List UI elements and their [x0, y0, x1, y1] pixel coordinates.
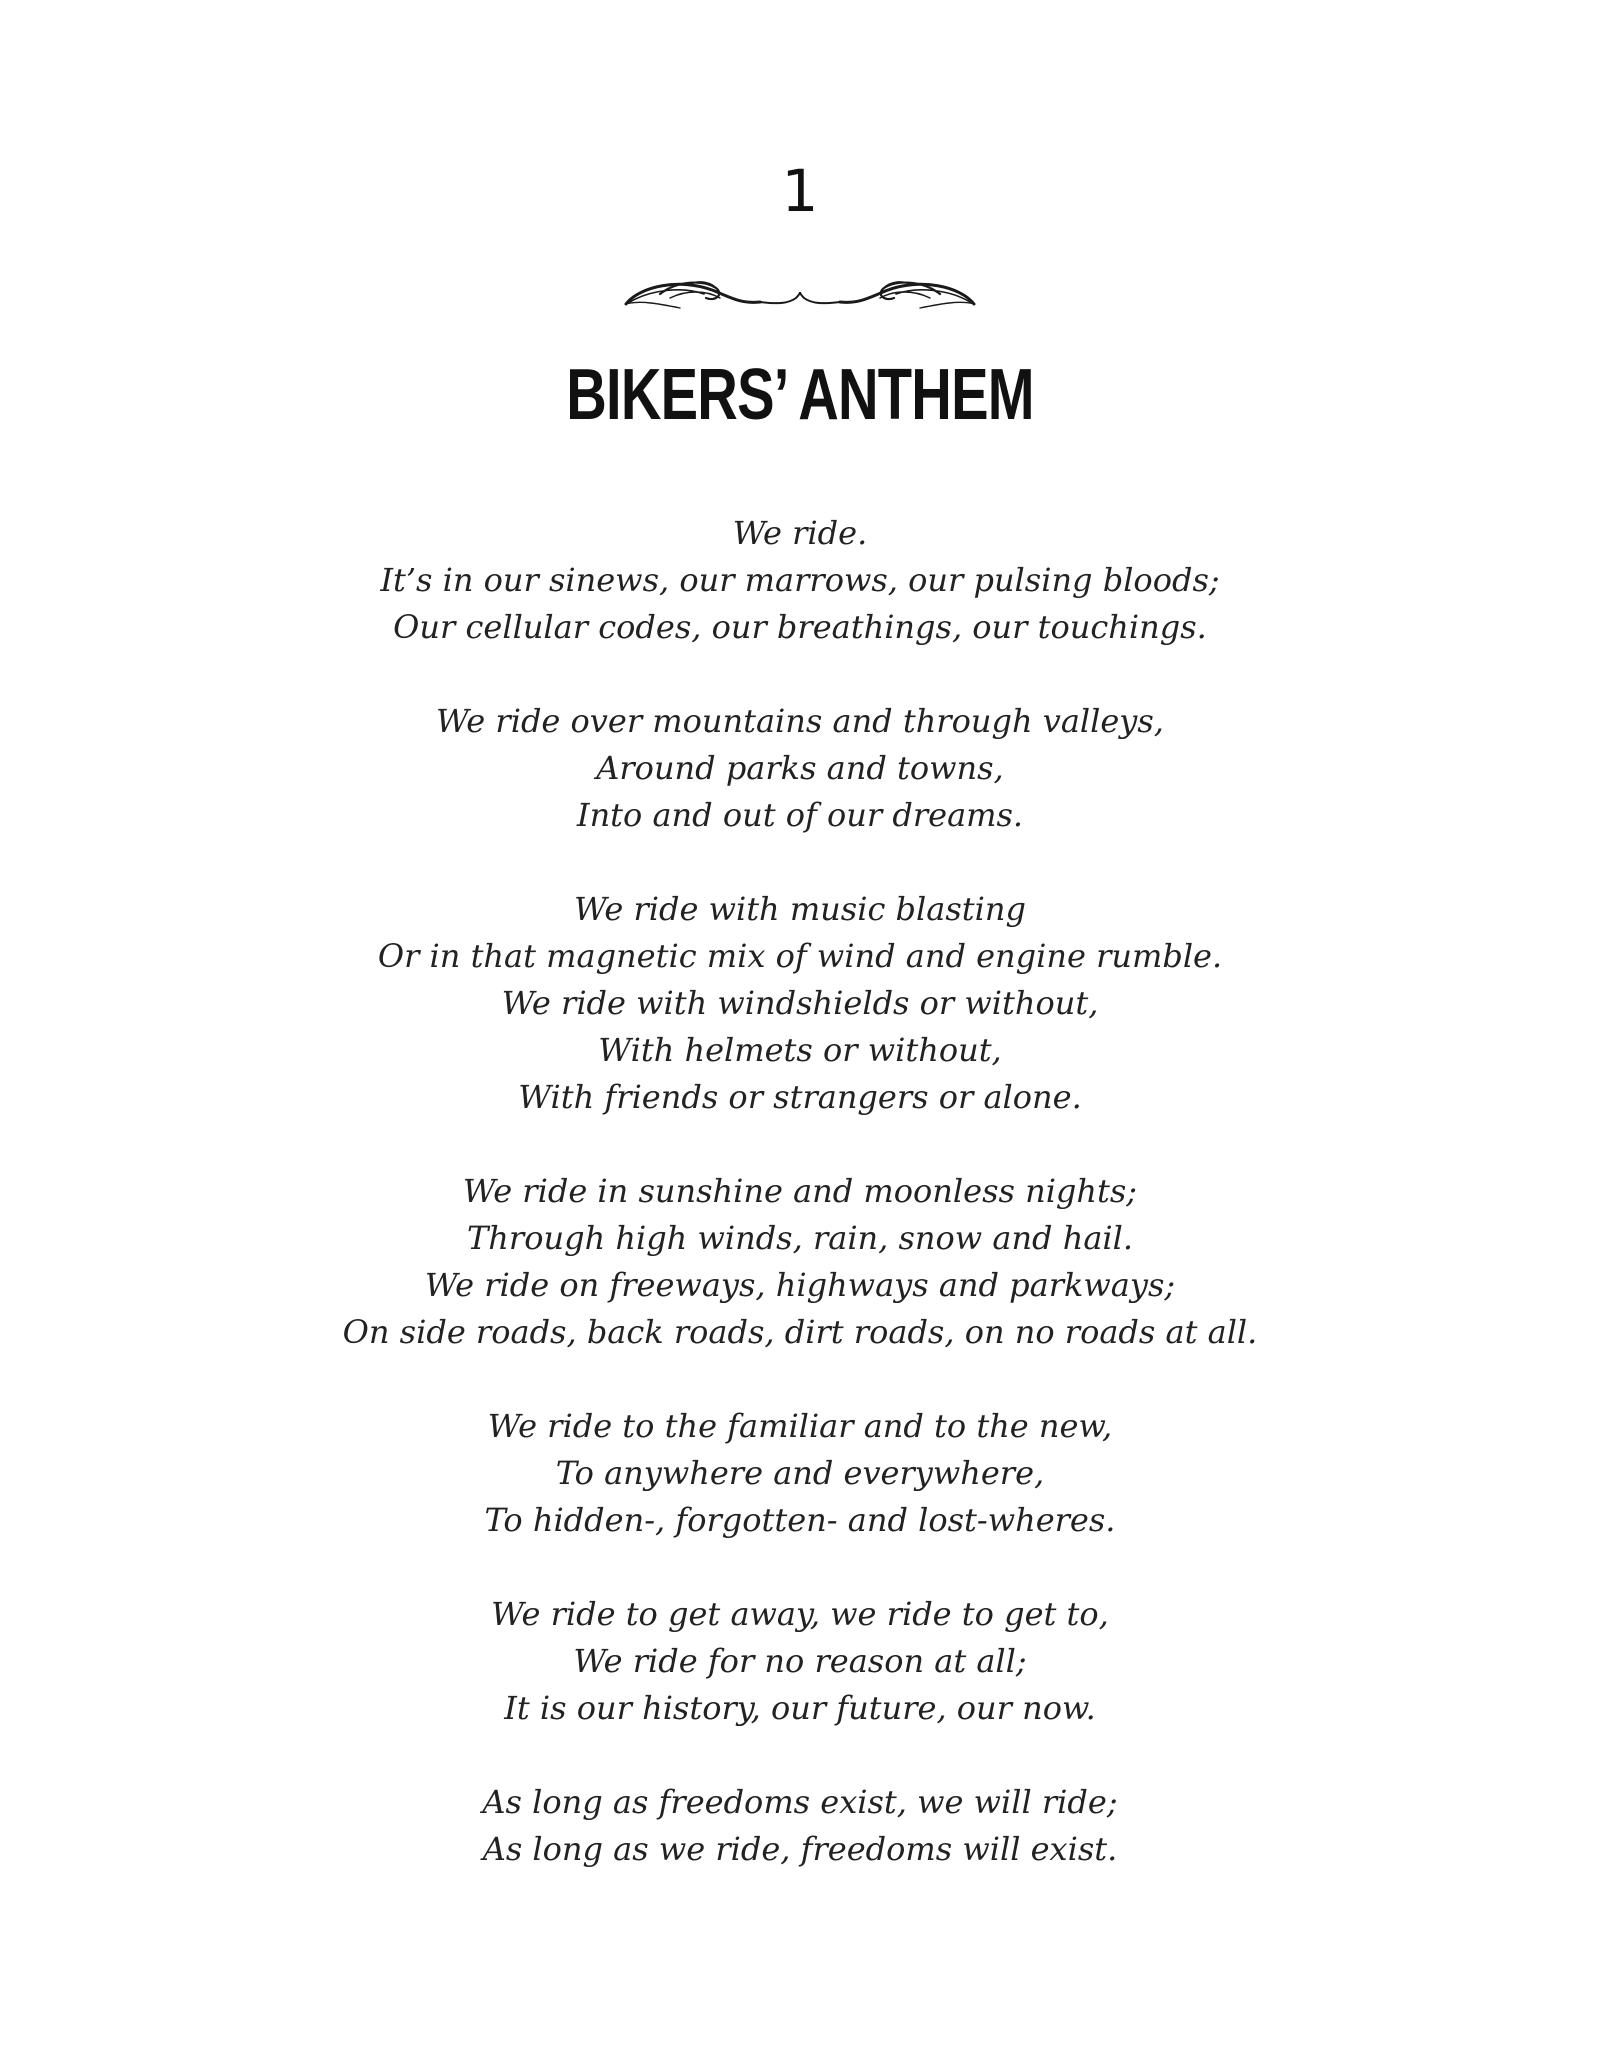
- poem-stanza: [200, 698, 1400, 839]
- poem-line: Our cellular codes, our breathings, our touchings.: [393, 608, 1207, 646]
- poem-stanza: [200, 886, 1400, 1121]
- poem-stanza: [200, 1779, 1400, 1873]
- poem-line: We ride to get away, we ride to get to,: [491, 1595, 1109, 1633]
- poem-stanza: [200, 1403, 1400, 1544]
- poem-line: We ride with windshields or without,: [501, 984, 1099, 1022]
- poem-line: As long as we ride, freedoms will exist.: [482, 1830, 1118, 1868]
- flourish-divider-icon: [620, 268, 980, 316]
- poem-line: We ride in sunshine and moonless nights;: [462, 1172, 1138, 1210]
- poem-line: With helmets or without,: [598, 1031, 1002, 1069]
- chapter-number: 1: [781, 157, 819, 225]
- poem-line: Through high winds, rain, snow and hail.: [466, 1219, 1134, 1257]
- poem-line: It’s in our sinews, our marrows, our pulsing bloods;: [380, 561, 1220, 599]
- poem-line: We ride with music blasting: [574, 890, 1026, 928]
- poem-stanza: [200, 1591, 1400, 1732]
- poem-line: Or in that magnetic mix of wind and engine rumble.: [377, 937, 1223, 975]
- poem-line: To anywhere and everywhere,: [555, 1454, 1045, 1492]
- poem-line: We ride over mountains and through valleys,: [436, 702, 1164, 740]
- poem-stanza: [200, 510, 1400, 651]
- chapter-title: BIKERS’ ANTHEM: [566, 355, 1034, 435]
- poem-line: Around parks and towns,: [596, 749, 1004, 787]
- poem: [200, 510, 1400, 1920]
- poem-line: On side roads, back roads, dirt roads, on no roads at all.: [342, 1313, 1258, 1351]
- poem-line: It is our history, our future, our now.: [504, 1689, 1096, 1727]
- poem-line: We ride for no reason at all;: [573, 1642, 1027, 1680]
- poem-line: As long as freedoms exist, we will ride;: [482, 1783, 1118, 1821]
- poem-line: We ride on freeways, highways and parkways;: [424, 1266, 1176, 1304]
- poem-stanza: [200, 1168, 1400, 1356]
- poem-line: To hidden-, forgotten- and lost-wheres.: [484, 1501, 1116, 1539]
- poem-line: Into and out of our dreams.: [576, 796, 1024, 834]
- poem-line: We ride.: [732, 514, 868, 552]
- poem-line: With friends or strangers or alone.: [518, 1078, 1082, 1116]
- poem-line: We ride to the familiar and to the new,: [487, 1407, 1113, 1445]
